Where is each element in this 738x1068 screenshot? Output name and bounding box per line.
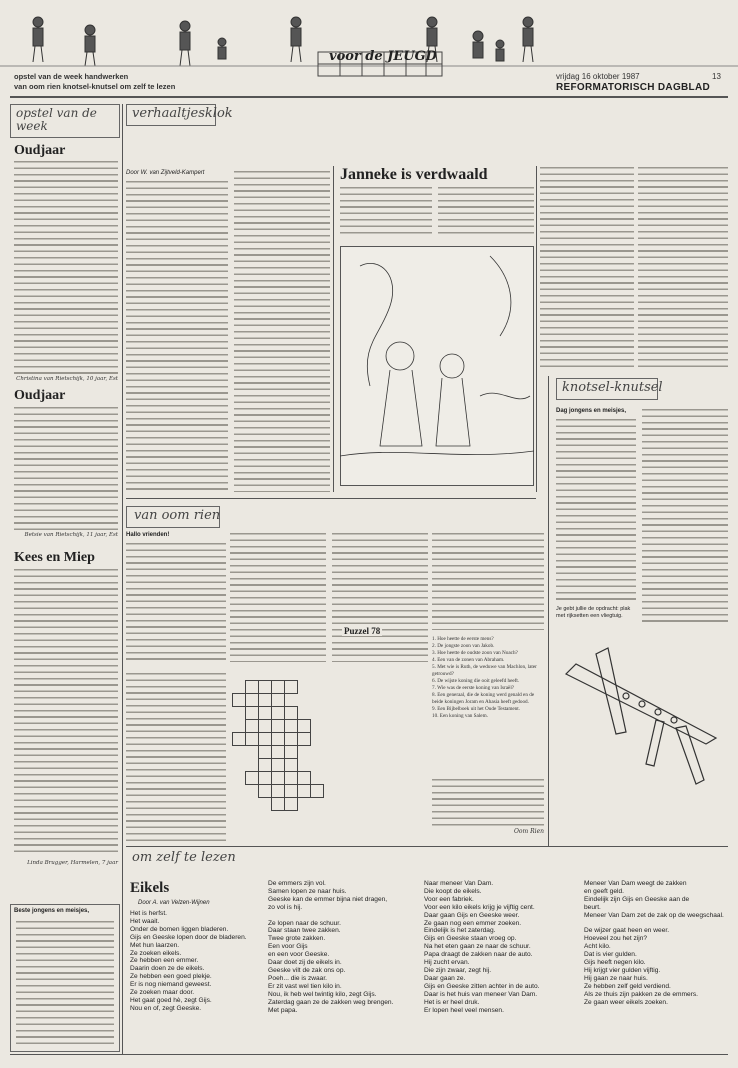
verhaal-byline: Door W. van Zijtveld-Kampert [126, 170, 205, 176]
verhaal-heading: verhaaltjesklok [132, 106, 233, 121]
knotsel-airplane-illustration [556, 634, 726, 814]
left-column-divider [122, 104, 123, 1054]
puzzle-clue: 2. De jongste zoon van Jakob. [432, 643, 495, 649]
opstel-article-3-text [14, 568, 118, 854]
opstel-heading: opstel van de week [16, 106, 97, 133]
knotsel-caption: Je gebt jullie de opdracht: plak met rijksetten een vliegtuig. [556, 606, 631, 619]
opstel-footer-heading: Beste jongens en meisjes, [14, 908, 90, 914]
masthead [0, 0, 738, 100]
verhaal-title: Janneke is verdwaald [340, 166, 488, 183]
verhaal-column-1 [126, 180, 228, 492]
knotsel-opening: Dag jongens en meisjes, [556, 408, 627, 414]
verhaal-divider-1 [333, 166, 334, 492]
opstel-footer-text [16, 920, 114, 1044]
knotsel-column-1 [556, 418, 636, 602]
zelf-byline: Door A. van Velzen-Wijnen [138, 900, 210, 906]
verhaal-column-5 [540, 166, 634, 372]
oomrien-column-4 [432, 532, 544, 630]
opstel-article-1-title: Oudjaar [14, 143, 66, 158]
puzzle-clue: 10. Een koning van Salem. [432, 713, 488, 719]
page-bottom-rule [10, 1054, 728, 1055]
masthead-date: vrijdag 16 oktober 1987 [556, 72, 640, 81]
puzzle-clue: 4. Een van de zonen van Abraham. [432, 657, 505, 663]
masthead-paper-name: REFORMATORISCH DAGBLAD [556, 82, 711, 93]
opstel-article-2-text [14, 406, 118, 530]
puzzle-clue: 5. Met wie is Ruth, de weduwe van Machlon, later getrouwd? [432, 664, 537, 677]
zelf-column-4: Meneer Van Dam weegt de zakken en geeft geld. Eindelijk zijn Gijs en Geeske aan de beurt. Meneer Van Dam zet de zak op de weegschaal. De wijzer gaat heen en weer. Hoeveel zou het zijn? Acht kilo. Dat is vier gulden. Gijs heeft negen kilo. Hij krijgt vier gulden vijftig. Hij gaan ze naar huis. Ze hebben zelf geld verdiend. Als ze thuis zijn pakken ze de emmers. Ze gaan weer eikels zoeken. [584, 880, 724, 1006]
zelf-column-2: De emmers zijn vol. Samen lopen ze naar huis. Geeske kan de emmer bijna niet dragen, zo vol is hij. Ze lopen naar de schuur. Daar staan twee zakken. Twee grote zakken. Een voor Gijs en een voor Geeske. Daar doet zij de eikels in. Geeske vilt de zak ons op. Poeh... die is zwaar. Er zit vast wel tien kilo in. Nou, ik heb wel twintig kilo, zegt Gijs. Zaterdag gaan ze de zakken weg brengen. Met papa. [268, 880, 394, 1014]
oomrien-column-1-lower [126, 672, 226, 842]
verhaal-column-4 [438, 186, 534, 236]
zelf-title: Eikels [130, 880, 170, 896]
puzzle-clue: 6. De wijste koning die ooit geleefd heeft. [432, 678, 520, 684]
zelf-column-1: Het is herfst. Het waait. Onder de bomen liggen bladeren. Gijs en Geeske lopen door de bladeren. Met hun laarzen. Ze zoeken eikels. Ze hebben een emmer. Daarin doen ze de eikels. Ze hebben een goed plekje. Er is nog niemand geweest. Ze zoeken maar door. Het gaat goed hè, zegt Gijs. Nou en of, zegt Geeske. [130, 910, 247, 1012]
opstel-article-1-signature: Christina van Rietschijk, 10 jaar, Est [16, 376, 118, 382]
oomrien-signature: Oom Rien [514, 828, 544, 835]
masthead-section-line-1: opstel van de week handwerken [14, 72, 129, 81]
opstel-article-3-title: Kees en Miep [14, 550, 95, 565]
oomrien-right-rule [548, 376, 549, 846]
knotsel-column-2 [642, 408, 728, 624]
masthead-section-line-2: van oom rien knotsel-knutsel om zelf te lezen [14, 82, 176, 91]
zelf-heading: om zelf te lezen [132, 850, 236, 865]
opstel-article-1-text [14, 160, 118, 374]
knotsel-heading: knotsel-knutsel [562, 380, 663, 395]
oomrien-heading: van oom rien [134, 508, 221, 523]
opstel-article-3-signature: Linda Brugger, Harmelen, 7 jaar [27, 860, 118, 866]
oomrien-column-1 [126, 542, 226, 662]
masthead-logo: voor de JEUGD [329, 49, 437, 64]
masthead-page-number: 13 [712, 72, 721, 81]
puzzle-clue: 7. Wie was de eerste koning van Israël? [432, 685, 515, 691]
zelf-column-3: Naar meneer Van Dam. Die koopt de eikels. Voor een fabriek. Voor een kilo eikels krijg je vijftig cent. Daar gaan Gijs en Geeske weer. Ze gaan nog een emmer zoeken. Eindelijk is het zaterdag. Gijs en Geeske staan vroeg op. Na het eten gaan ze naar de schuur. Papa draagt de zakken naar de auto. Hij zucht ervan. Die zijn zwaar, zegt hij. Daar gaan ze. Gijs en Geeske zitten achter in de auto. Daar is het huis van meneer Van Dam. Het is er heel druk. Er lopen heel veel mensen. [424, 880, 540, 1014]
verhaal-illustration [340, 246, 534, 486]
masthead-rule [10, 96, 728, 98]
oomrien-column-2 [230, 532, 326, 662]
puzzle-clue: 3. Hoe heette de oudste zoon van Noach? [432, 650, 518, 656]
oomrien-column-3 [332, 532, 428, 662]
oomrien-puzzle-title: Puzzel 78 [344, 626, 381, 636]
zelf-top-rule [126, 846, 728, 847]
verhaal-divider-2 [536, 166, 537, 492]
verhaal-bottom-rule [126, 498, 536, 499]
puzzle-clue: 9. Een Bijbelboek uit het Oude Testament. [432, 706, 520, 712]
puzzle-clue: 1. Hoe heette de eerste mens? [432, 636, 494, 642]
opstel-article-2-title: Oudjaar [14, 388, 66, 403]
crossword-grid [232, 680, 324, 811]
puzzle-clue-list [432, 636, 544, 720]
puzzle-clue: 8. Een generaal, die de koning werd genald en de beide koningen Joram en Ahasia heeft gedood. [432, 692, 535, 705]
opstel-article-2-signature: Betsie van Rietschijk, 11 jaar, Est [24, 532, 118, 538]
oomrien-closing [432, 778, 544, 826]
verhaal-column-6 [638, 166, 728, 372]
verhaal-column-2 [234, 170, 330, 492]
verhaal-column-3 [340, 186, 432, 236]
oomrien-opening: Hallo vrienden! [126, 532, 170, 538]
